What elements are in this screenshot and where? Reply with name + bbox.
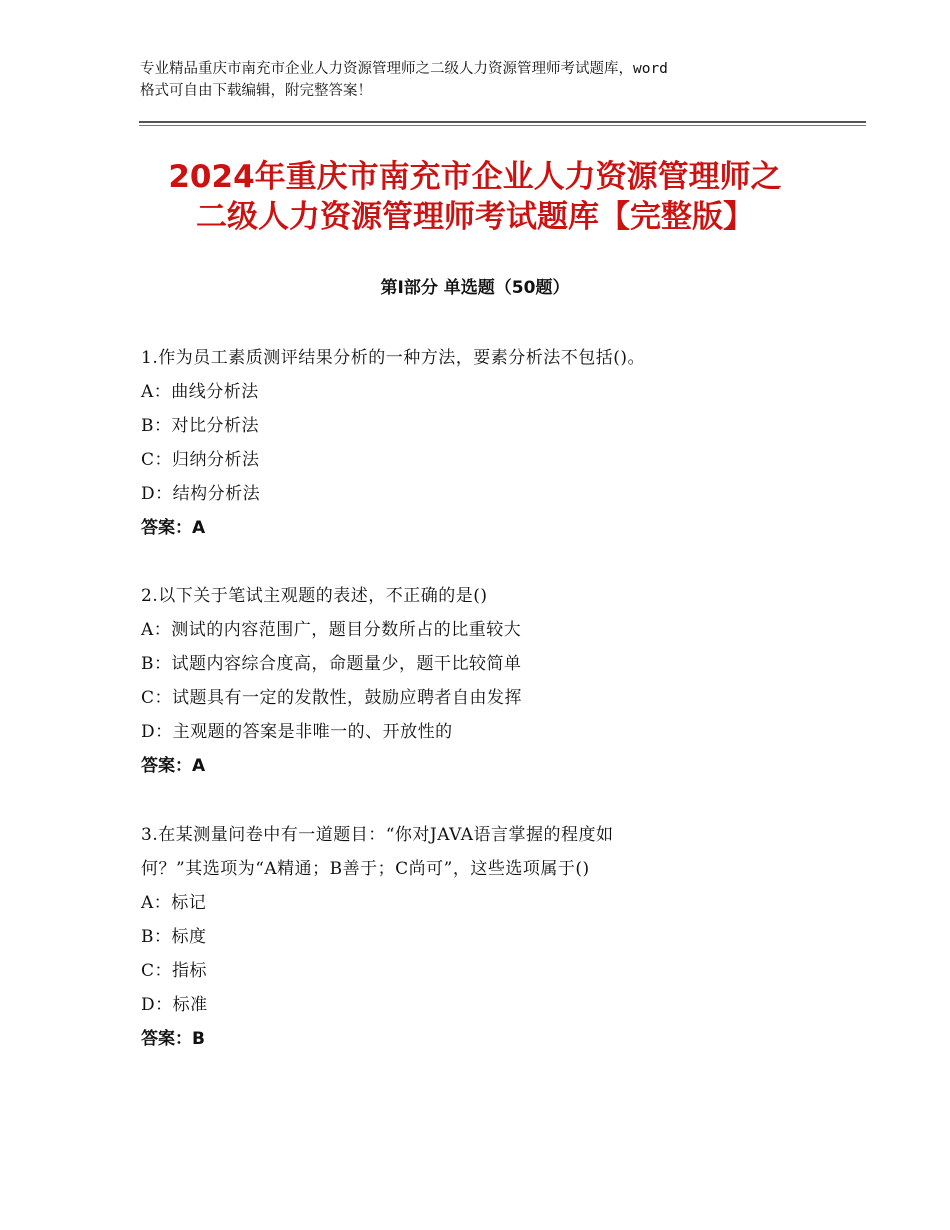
document-title-line: 二级人力资源管理师考试题库【完整版】 <box>196 199 754 235</box>
header-note-line: 格式可自由下载编辑，附完整答案！ <box>140 83 372 99</box>
question-stem: 1.作为员工素质测评结果分析的一种方法，要素分析法不包括()。 <box>141 348 645 368</box>
option-b: B：标度 <box>141 927 207 947</box>
document-title-line: 2024年重庆市南充市企业人力资源管理师之 <box>168 159 782 195</box>
option-c: C：试题具有一定的发散性，鼓励应聘者自由发挥 <box>141 688 523 708</box>
question-block <box>141 579 831 783</box>
document-title <box>60 157 890 237</box>
option-d: D：主观题的答案是非唯一的、开放性的 <box>141 722 453 742</box>
option-c: C：归纳分析法 <box>141 450 260 470</box>
question-stem: 3.在某测量问卷中有一道题目：“你对JAVA语言掌握的程度如 <box>141 825 614 845</box>
answer-label: 答案：A <box>141 518 206 538</box>
option-b: B：试题内容综合度高，命题量少，题干比较简单 <box>141 654 522 674</box>
question-stem: 2.以下关于笔试主观题的表述，不正确的是() <box>141 586 488 606</box>
option-a: A：测试的内容范围广，题目分数所占的比重较大 <box>141 620 522 640</box>
header-note <box>140 58 830 102</box>
option-b: B：对比分析法 <box>141 416 259 436</box>
header-divider-thin <box>139 125 866 126</box>
option-c: C：指标 <box>141 961 208 981</box>
option-a: A：曲线分析法 <box>141 382 259 402</box>
header-note-line: 专业精品重庆市南充市企业人力资源管理师之二级人力资源管理师考试题库，word <box>140 61 668 77</box>
question-block <box>141 818 831 1056</box>
option-d: D：结构分析法 <box>141 484 261 504</box>
option-d: D：标准 <box>141 995 208 1015</box>
section-heading: 第Ⅰ部分 单选题（50题） <box>380 278 570 298</box>
option-a: A：标记 <box>141 893 207 913</box>
question-block <box>141 341 831 545</box>
answer-label: 答案：B <box>141 1029 205 1049</box>
question-stem: 何？”其选项为“A精通；B善于；C尚可”，这些选项属于() <box>141 859 590 879</box>
header-divider <box>139 121 866 123</box>
answer-label: 答案：A <box>141 756 206 776</box>
